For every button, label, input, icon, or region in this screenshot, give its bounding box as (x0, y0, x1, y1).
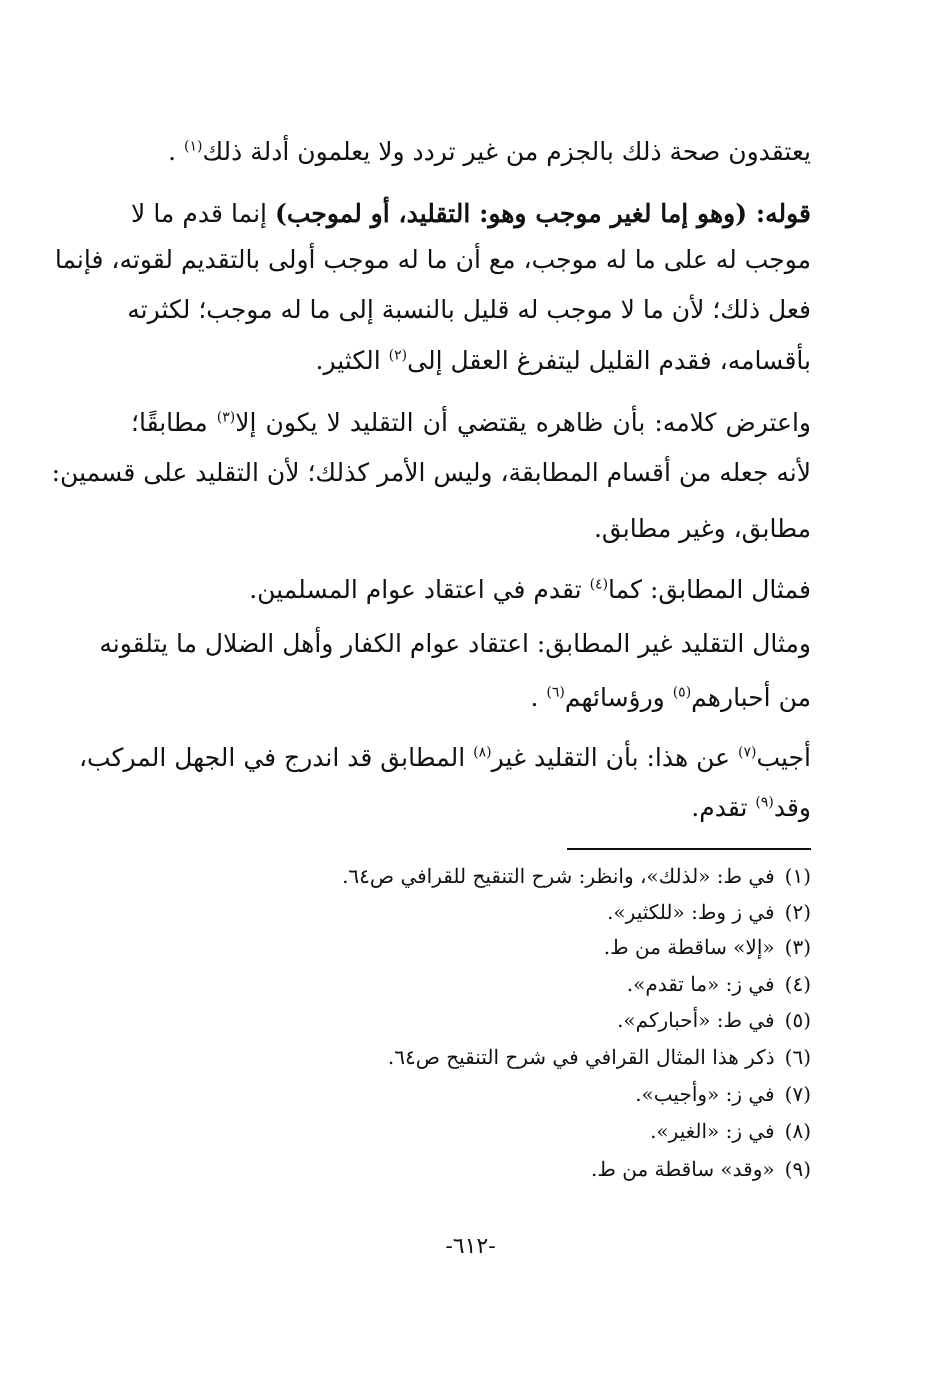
text-line-10: ومثال التقليد غير المطابق: اعتقاد عوام الكفار وأهل الضلال ما يتلقونه (99, 629, 811, 658)
quoted-matn: قوله: (وهو إما لغير موجب وهو: التقليد، أو لموجب) (275, 199, 811, 228)
footnote-ref[interactable]: (١) (183, 138, 203, 155)
footnote-ref[interactable]: (٤) (589, 576, 609, 593)
text-line-9: فمثال المطابق: كما$^{(٤)}$ تقدم في اعتقاد عوام المسلمين. (249, 575, 811, 604)
text-line-11: من أحبارهم$^{(٥)}$ ورؤسائهم$^{(٦)}$ . (530, 683, 811, 712)
footnote-ref[interactable]: (٩) (755, 794, 774, 811)
footnote-8: (٨)في ز: «الغير». (650, 1119, 811, 1143)
text-line-4: فعل ذلك؛ لأن ما لا موجب له قليل بالنسبة إلى ما له موجب؛ لكثرته (127, 295, 811, 324)
footnote-1: (١)في ط: «لذلك»، وانظر: شرح التنقيح للقرافي ص٦٤. (342, 864, 811, 888)
text-line-2: قوله: (وهو إما لغير موجب وهو: التقليد، أو لموجب) إنما قدم ما لا (131, 199, 811, 228)
footnote-2: (٢)في ز وط: «للكثير». (607, 900, 811, 924)
text-line-6: واعترض كلامه: بأن ظاهره يقتضي أن التقليد لا يكون إلا$^{(٣)}$ مطابقًا؛ (131, 408, 811, 437)
page-number: -٦١٢- (445, 1234, 496, 1259)
footnote-ref[interactable]: (٧) (738, 744, 757, 761)
text-line-12: أجيب$^{(٧)}$ عن هذا: بأن التقليد غير$^{(٨)}$ المطابق قد اندرج في الجهل المركب، (78, 743, 811, 772)
footnote-3: (٣)«إلا» ساقطة من ط. (603, 935, 811, 959)
footnote-4: (٤)في ز: «ما تقدم». (626, 972, 811, 996)
footnote-ref[interactable]: (٥) (672, 684, 692, 701)
footnote-7: (٧)في ز: «وأجيب». (635, 1082, 811, 1106)
text-line-8: مطابق، وغير مطابق. (593, 514, 811, 543)
text-line-13: وقد$^{(٩)}$ تقدم. (691, 793, 811, 822)
text-line-5: بأقسامه، فقدم القليل ليتفرغ العقل إلى$^{(٢)}$ الكثير. (315, 346, 811, 375)
footnote-ref[interactable]: (٨) (473, 744, 492, 761)
footnote-9: (٩)«وقد» ساقطة من ط. (591, 1157, 811, 1181)
footnote-ref[interactable]: (٢) (388, 347, 408, 364)
footnote-6: (٦)ذكر هذا المثال القرافي في شرح التنقيح ص٦٤. (387, 1045, 811, 1069)
text-line-3: موجب له على ما له موجب، مع أن ما له موجب أولى بالتقديم لقوته، فإنما (54, 245, 811, 274)
footnote-ref[interactable]: (٦) (546, 684, 565, 701)
footnote-5: (٥)في ط: «أحباركم». (617, 1008, 811, 1032)
footnote-separator (567, 848, 811, 850)
text-line-1: يعتقدون صحة ذلك بالجزم من غير تردد ولا يعلمون أدلة ذلك$^{(١)}$ . (168, 137, 811, 166)
footnote-ref[interactable]: (٣) (216, 409, 236, 426)
text-line-7: لأنه جعله من أقسام المطابقة، وليس الأمر كذلك؛ لأن التقليد على قسمين: (51, 458, 811, 487)
